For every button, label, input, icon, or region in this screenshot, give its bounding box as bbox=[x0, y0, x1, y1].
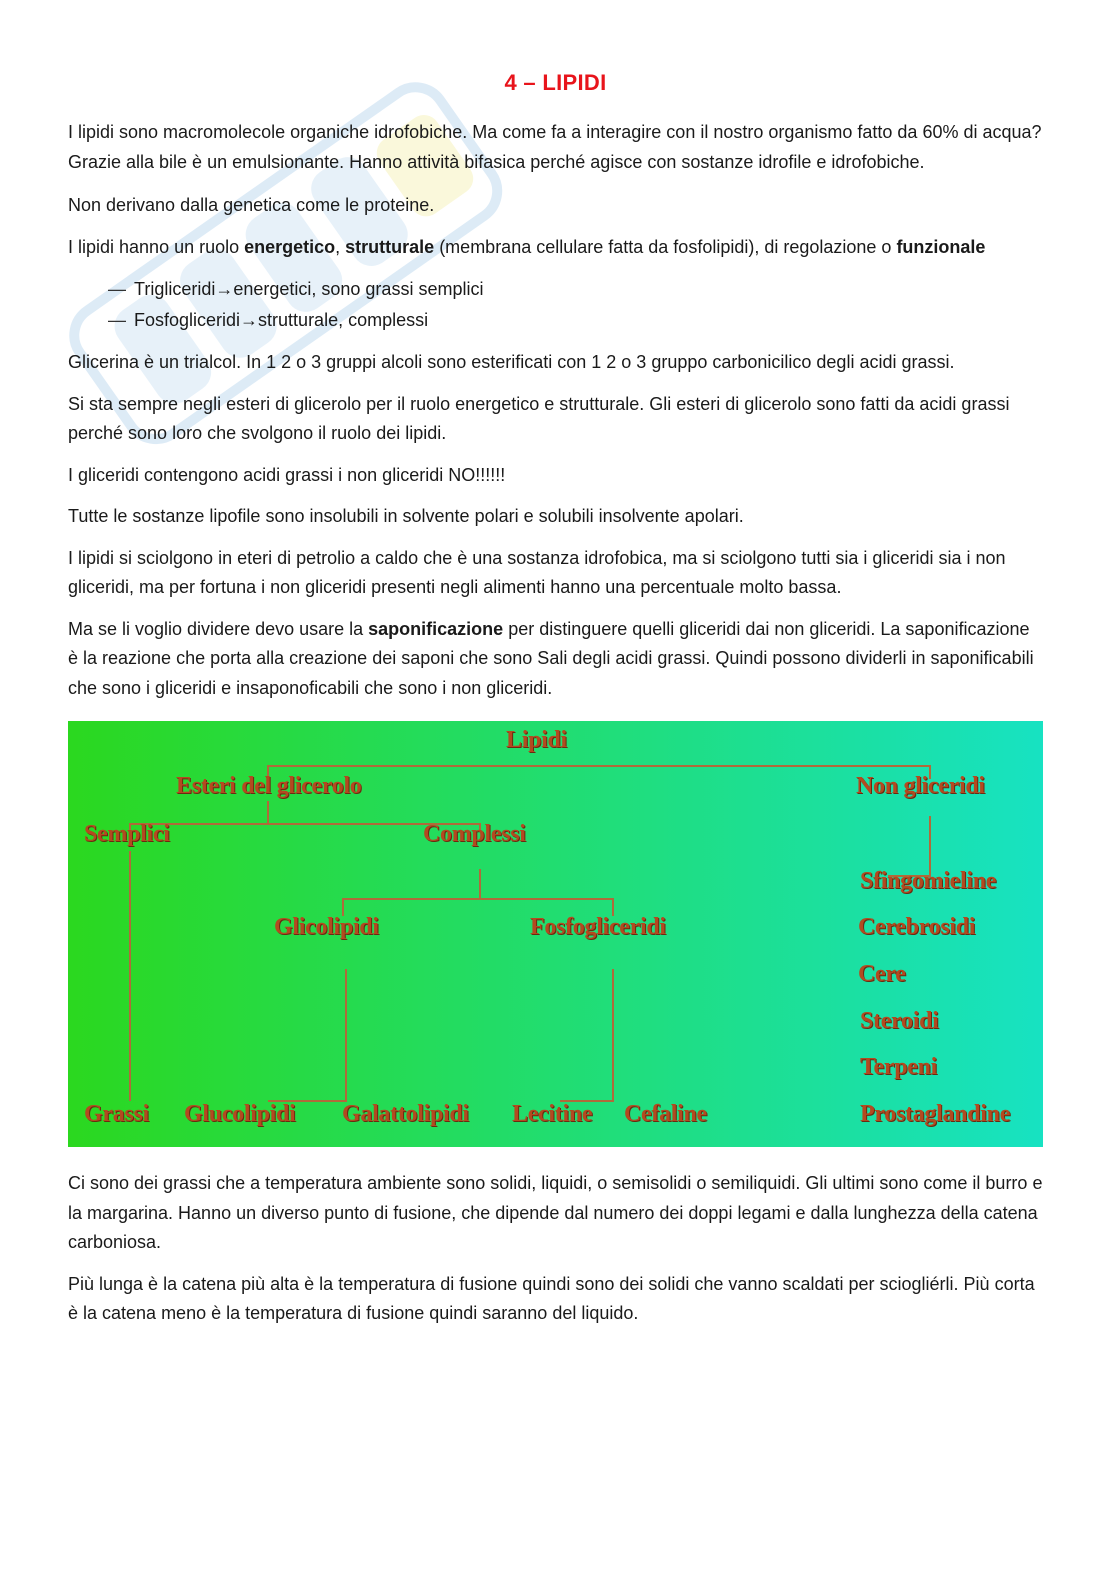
paragraph-roles bbox=[68, 233, 1043, 263]
node-sfingomieline: Sfingomieline bbox=[860, 868, 997, 894]
sapon-text-c: per distinguere quelli gliceridi dai non gliceridi. La saponificazione è la reazione che porta alla creazione dei saponi che sono Sali degli acidi grassi. Quindi possono dividerli in saponificabili che sono i gliceridi e insaponoficabili che sono i non gliceridi. bbox=[68, 618, 1034, 698]
roles-text-a: I lipidi hanno un ruolo bbox=[68, 236, 245, 257]
node-cerebrosidi: Cerebrosidi bbox=[858, 914, 976, 940]
node-semplici: Semplici bbox=[84, 821, 170, 847]
node-glicolipidi: Glicolipidi bbox=[274, 914, 379, 940]
node-lecitine: Lecitine bbox=[512, 1101, 593, 1127]
paragraph-eteri: I lipidi si sciolgono in eteri di petrolio a caldo che è una sostanza idrofobica, ma si sciolgono tutti sia i gliceridi sia i non gliceridi, ma per fortuna i non gliceridi presenti negli alimenti hanno una percentuale molto bassa. bbox=[68, 547, 1006, 597]
node-esteri-glicerolo: Esteri del glicerolo bbox=[176, 773, 362, 799]
roles-energetico: energetico bbox=[244, 236, 336, 257]
node-glucolipidi: Glucolipidi bbox=[184, 1101, 296, 1127]
bullet-desc: strutturale, complessi bbox=[258, 310, 429, 330]
document-page bbox=[68, 70, 1043, 1341]
node-grassi: Grassi bbox=[84, 1101, 149, 1127]
paragraph-solubility: Tutte le sostanze lipofile sono insolubili in solvente polari e solubili insolvente apolari. bbox=[68, 506, 744, 526]
roles-funzionale: funzionale bbox=[896, 236, 986, 257]
list-item bbox=[108, 274, 1043, 305]
paragraph-esteri: Si sta sempre negli esteri di glicerolo per il ruolo energetico e strutturale. Gli esteri di glicerolo sono fatti da acidi grassi perché sono loro che svolgono il ruolo dei lipidi. bbox=[68, 393, 1010, 443]
lipid-types-list bbox=[68, 274, 1043, 336]
node-terpeni: Terpeni bbox=[860, 1054, 938, 1080]
sapon-bold: saponificazione bbox=[368, 618, 504, 639]
roles-strutturale: strutturale bbox=[345, 236, 435, 257]
sapon-text-a: Ma se li voglio dividere devo usare la bbox=[68, 618, 369, 639]
paragraph-genetics: Non derivano dalla genetica come le proteine. bbox=[68, 195, 435, 215]
node-complessi: Complessi bbox=[423, 821, 526, 847]
node-prostaglandine: Prostaglandine bbox=[860, 1101, 1011, 1127]
paragraph-intro: I lipidi sono macromolecole organiche idrofobiche. Ma come fa a interagire con il nostro organismo fatto da 60% di acqua? Grazie alla bile è un emulsionante. Hanno attività bifasica perché agisce con sostanze idrofile e idrofobiche. bbox=[68, 122, 1042, 172]
arrow-icon: → bbox=[215, 279, 234, 299]
node-cefaline: Cefaline bbox=[624, 1101, 707, 1127]
node-non-gliceridi: Non gliceridi bbox=[856, 773, 985, 799]
node-lipidi: Lipidi bbox=[506, 727, 567, 753]
paragraph-gliceridi: I gliceridi contengono acidi grassi i non gliceridi NO!!!!!! bbox=[68, 464, 506, 485]
node-galattolipidi: Galattolipidi bbox=[342, 1101, 469, 1127]
paragraph-saponificazione bbox=[68, 615, 1043, 704]
node-fosfogliceridi: Fosfogliceridi bbox=[530, 914, 666, 940]
paragraph-temperatura: Ci sono dei grassi che a temperatura ambiente sono solidi, liquidi, o semisolidi o semiliquidi. Gli ultimi sono come il burro e la margarina. Hanno un diverso punto di fusione, che dipende dal numero dei doppi legami e dalla lunghezza della catena carboniosa. bbox=[68, 1173, 1043, 1252]
arrow-icon: → bbox=[240, 310, 259, 330]
lipid-classification-diagram bbox=[68, 721, 1043, 1147]
roles-text-e: (membrana cellulare fatta da fosfolipidi), di regolazione o bbox=[434, 236, 897, 257]
node-cere: Cere bbox=[858, 961, 906, 987]
bullet-desc: energetici, sono grassi semplici bbox=[233, 279, 484, 299]
paragraph-catena: Più lunga è la catena più alta è la temperatura di fusione quindi sono dei solidi che vanno scaldati per sciogliérli. Più corta è la catena meno è la temperatura di fusione quindi saranno del liquido. bbox=[68, 1273, 1035, 1323]
roles-text-c: , bbox=[335, 236, 346, 257]
bullet-name: Trigliceridi bbox=[134, 279, 216, 299]
node-steroidi: Steroidi bbox=[860, 1008, 939, 1034]
page-title: 4 – LIPIDI bbox=[504, 70, 607, 95]
bullet-name: Fosfogliceridi bbox=[134, 310, 241, 330]
paragraph-glicerina: Glicerina è un trialcol. In 1 2 o 3 gruppi alcoli sono esterificati con 1 2 o 3 gruppo carbonicilico degli acidi grassi. bbox=[68, 352, 955, 372]
list-item bbox=[108, 305, 1043, 336]
